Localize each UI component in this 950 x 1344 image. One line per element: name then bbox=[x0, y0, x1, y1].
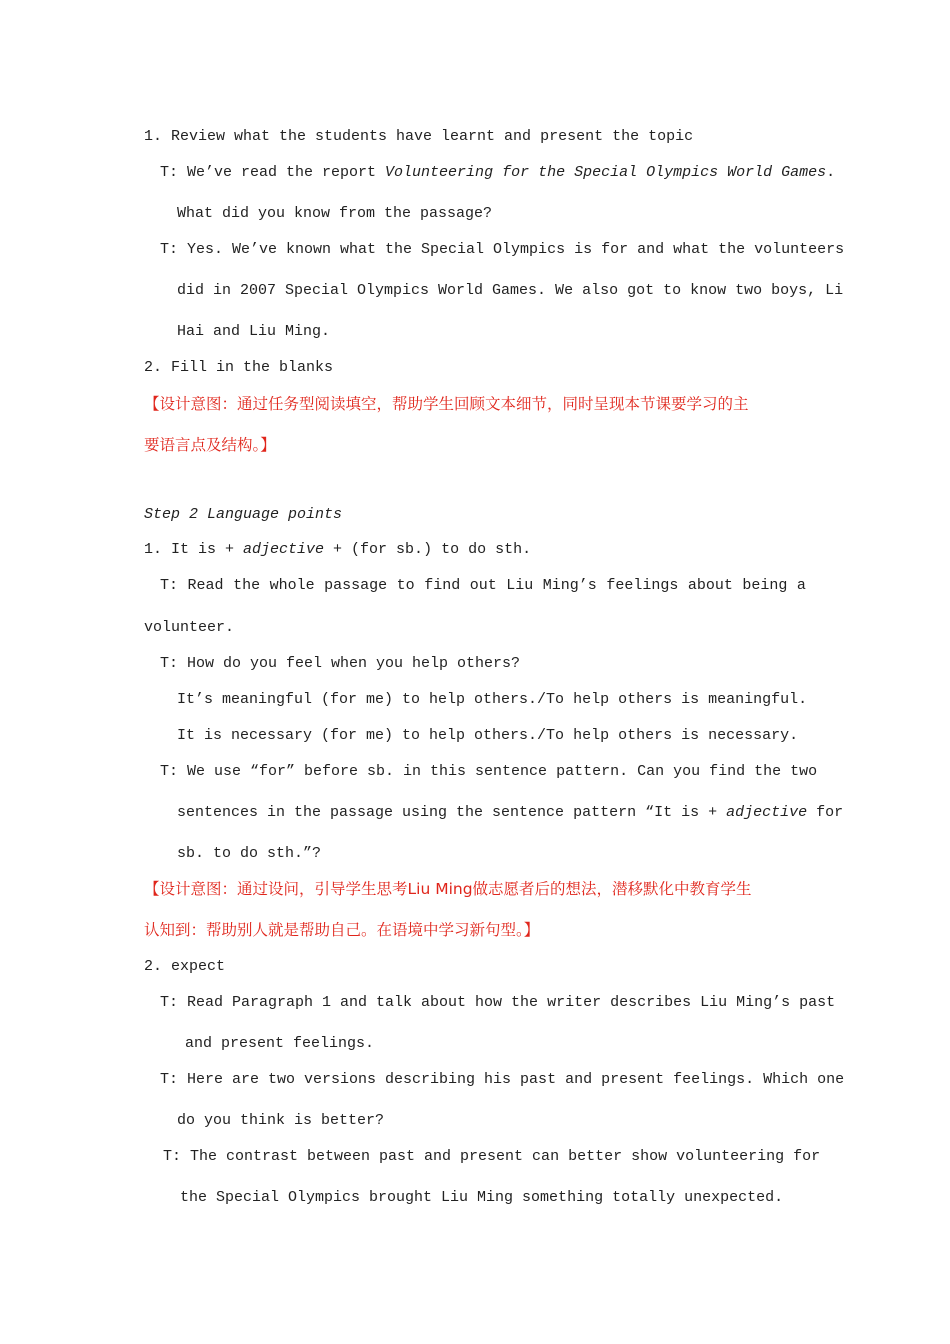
teacher-line-end: . bbox=[826, 164, 836, 181]
word: about bbox=[687, 577, 733, 594]
teacher-line-feelings bbox=[160, 577, 806, 595]
design-intent-2a: 【设计意图：通过设问，引导学生思考Liu Ming做志愿者后的想法，潜移默化中教育学生 bbox=[144, 880, 752, 898]
teacher-line-known-3: Hai and Liu Ming. bbox=[177, 323, 331, 340]
word: find bbox=[424, 577, 461, 594]
report-title: Volunteering for the Special Olympics World Games bbox=[385, 164, 827, 181]
word: passage bbox=[324, 577, 388, 594]
word: a bbox=[796, 577, 806, 594]
teacher-line-for-1: T: We use “for” before sb. in this sentence pattern. Can you find the two bbox=[160, 763, 818, 780]
teacher-line-contrast-2: the Special Olympics brought Liu Ming something totally unexpected. bbox=[180, 1189, 784, 1206]
review-item-heading: 1. Review what the students have learnt and present the topic bbox=[144, 128, 694, 145]
word: out bbox=[469, 577, 497, 594]
design-intent-1b: 要语言点及结构。】 bbox=[144, 436, 276, 454]
teacher-line-text: sentences in the passage using the sentence pattern “It is + bbox=[177, 804, 727, 821]
fill-blanks-heading: 2. Fill in the blanks bbox=[144, 359, 334, 376]
teacher-line-feelings-end: volunteer. bbox=[144, 619, 235, 636]
example-meaningful: It’s meaningful (for me) to help others./To help others is meaningful. bbox=[177, 691, 808, 708]
teacher-line-text-end: for bbox=[807, 804, 844, 821]
word: Read bbox=[187, 577, 224, 594]
teacher-line-for-2 bbox=[177, 804, 843, 822]
teacher-line-known-2: did in 2007 Special Olympics World Games. We also got to know two boys, Li bbox=[177, 282, 844, 299]
teacher-line-text: T: We’ve read the report bbox=[160, 164, 386, 181]
teacher-line-how-feel: T: How do you feel when you help others? bbox=[160, 655, 521, 672]
word: T: bbox=[160, 577, 179, 594]
pattern-item-heading bbox=[144, 541, 531, 559]
teacher-line-paragraph-1: T: Read Paragraph 1 and talk about how the writer describes Liu Ming’s past bbox=[160, 994, 836, 1011]
teacher-line-question: What did you know from the passage? bbox=[177, 205, 493, 222]
teacher-line-report bbox=[160, 164, 835, 182]
teacher-line-for-3: sb. to do sth.”? bbox=[177, 845, 322, 862]
pattern-adjective: adjective bbox=[726, 804, 808, 821]
word: Liu bbox=[506, 577, 534, 594]
pattern-text-end: + (for sb.) to do sth. bbox=[324, 541, 532, 558]
teacher-line-known-1: T: Yes. We’ve known what the Special Olympics is for and what the volunteers bbox=[160, 241, 845, 258]
pattern-adjective: adjective bbox=[243, 541, 325, 558]
word: feelings bbox=[606, 577, 679, 594]
word: the bbox=[233, 577, 261, 594]
word: Ming’s bbox=[542, 577, 597, 594]
teacher-line-paragraph-2: and present feelings. bbox=[185, 1035, 375, 1052]
step2-title: Step 2 Language points bbox=[144, 506, 343, 523]
teacher-line-versions-2: do you think is better? bbox=[177, 1112, 385, 1129]
design-intent-1a: 【设计意图：通过任务型阅读填空，帮助学生回顾文本细节，同时呈现本节课要学习的主 bbox=[144, 395, 749, 413]
example-necessary: It is necessary (for me) to help others./To help others is necessary. bbox=[177, 727, 799, 744]
word: to bbox=[396, 577, 415, 594]
design-intent-2b: 认知到：帮助别人就是帮助自己。在语境中学习新句型。】 bbox=[144, 921, 540, 939]
teacher-line-versions-1: T: Here are two versions describing his past and present feelings. Which one bbox=[160, 1071, 845, 1088]
word: whole bbox=[269, 577, 315, 594]
expect-item-heading: 2. expect bbox=[144, 958, 226, 975]
pattern-text: 1. It is + bbox=[144, 541, 244, 558]
teacher-line-contrast-1: T: The contrast between past and present can better show volunteering for bbox=[163, 1148, 821, 1165]
word: being bbox=[742, 577, 788, 594]
